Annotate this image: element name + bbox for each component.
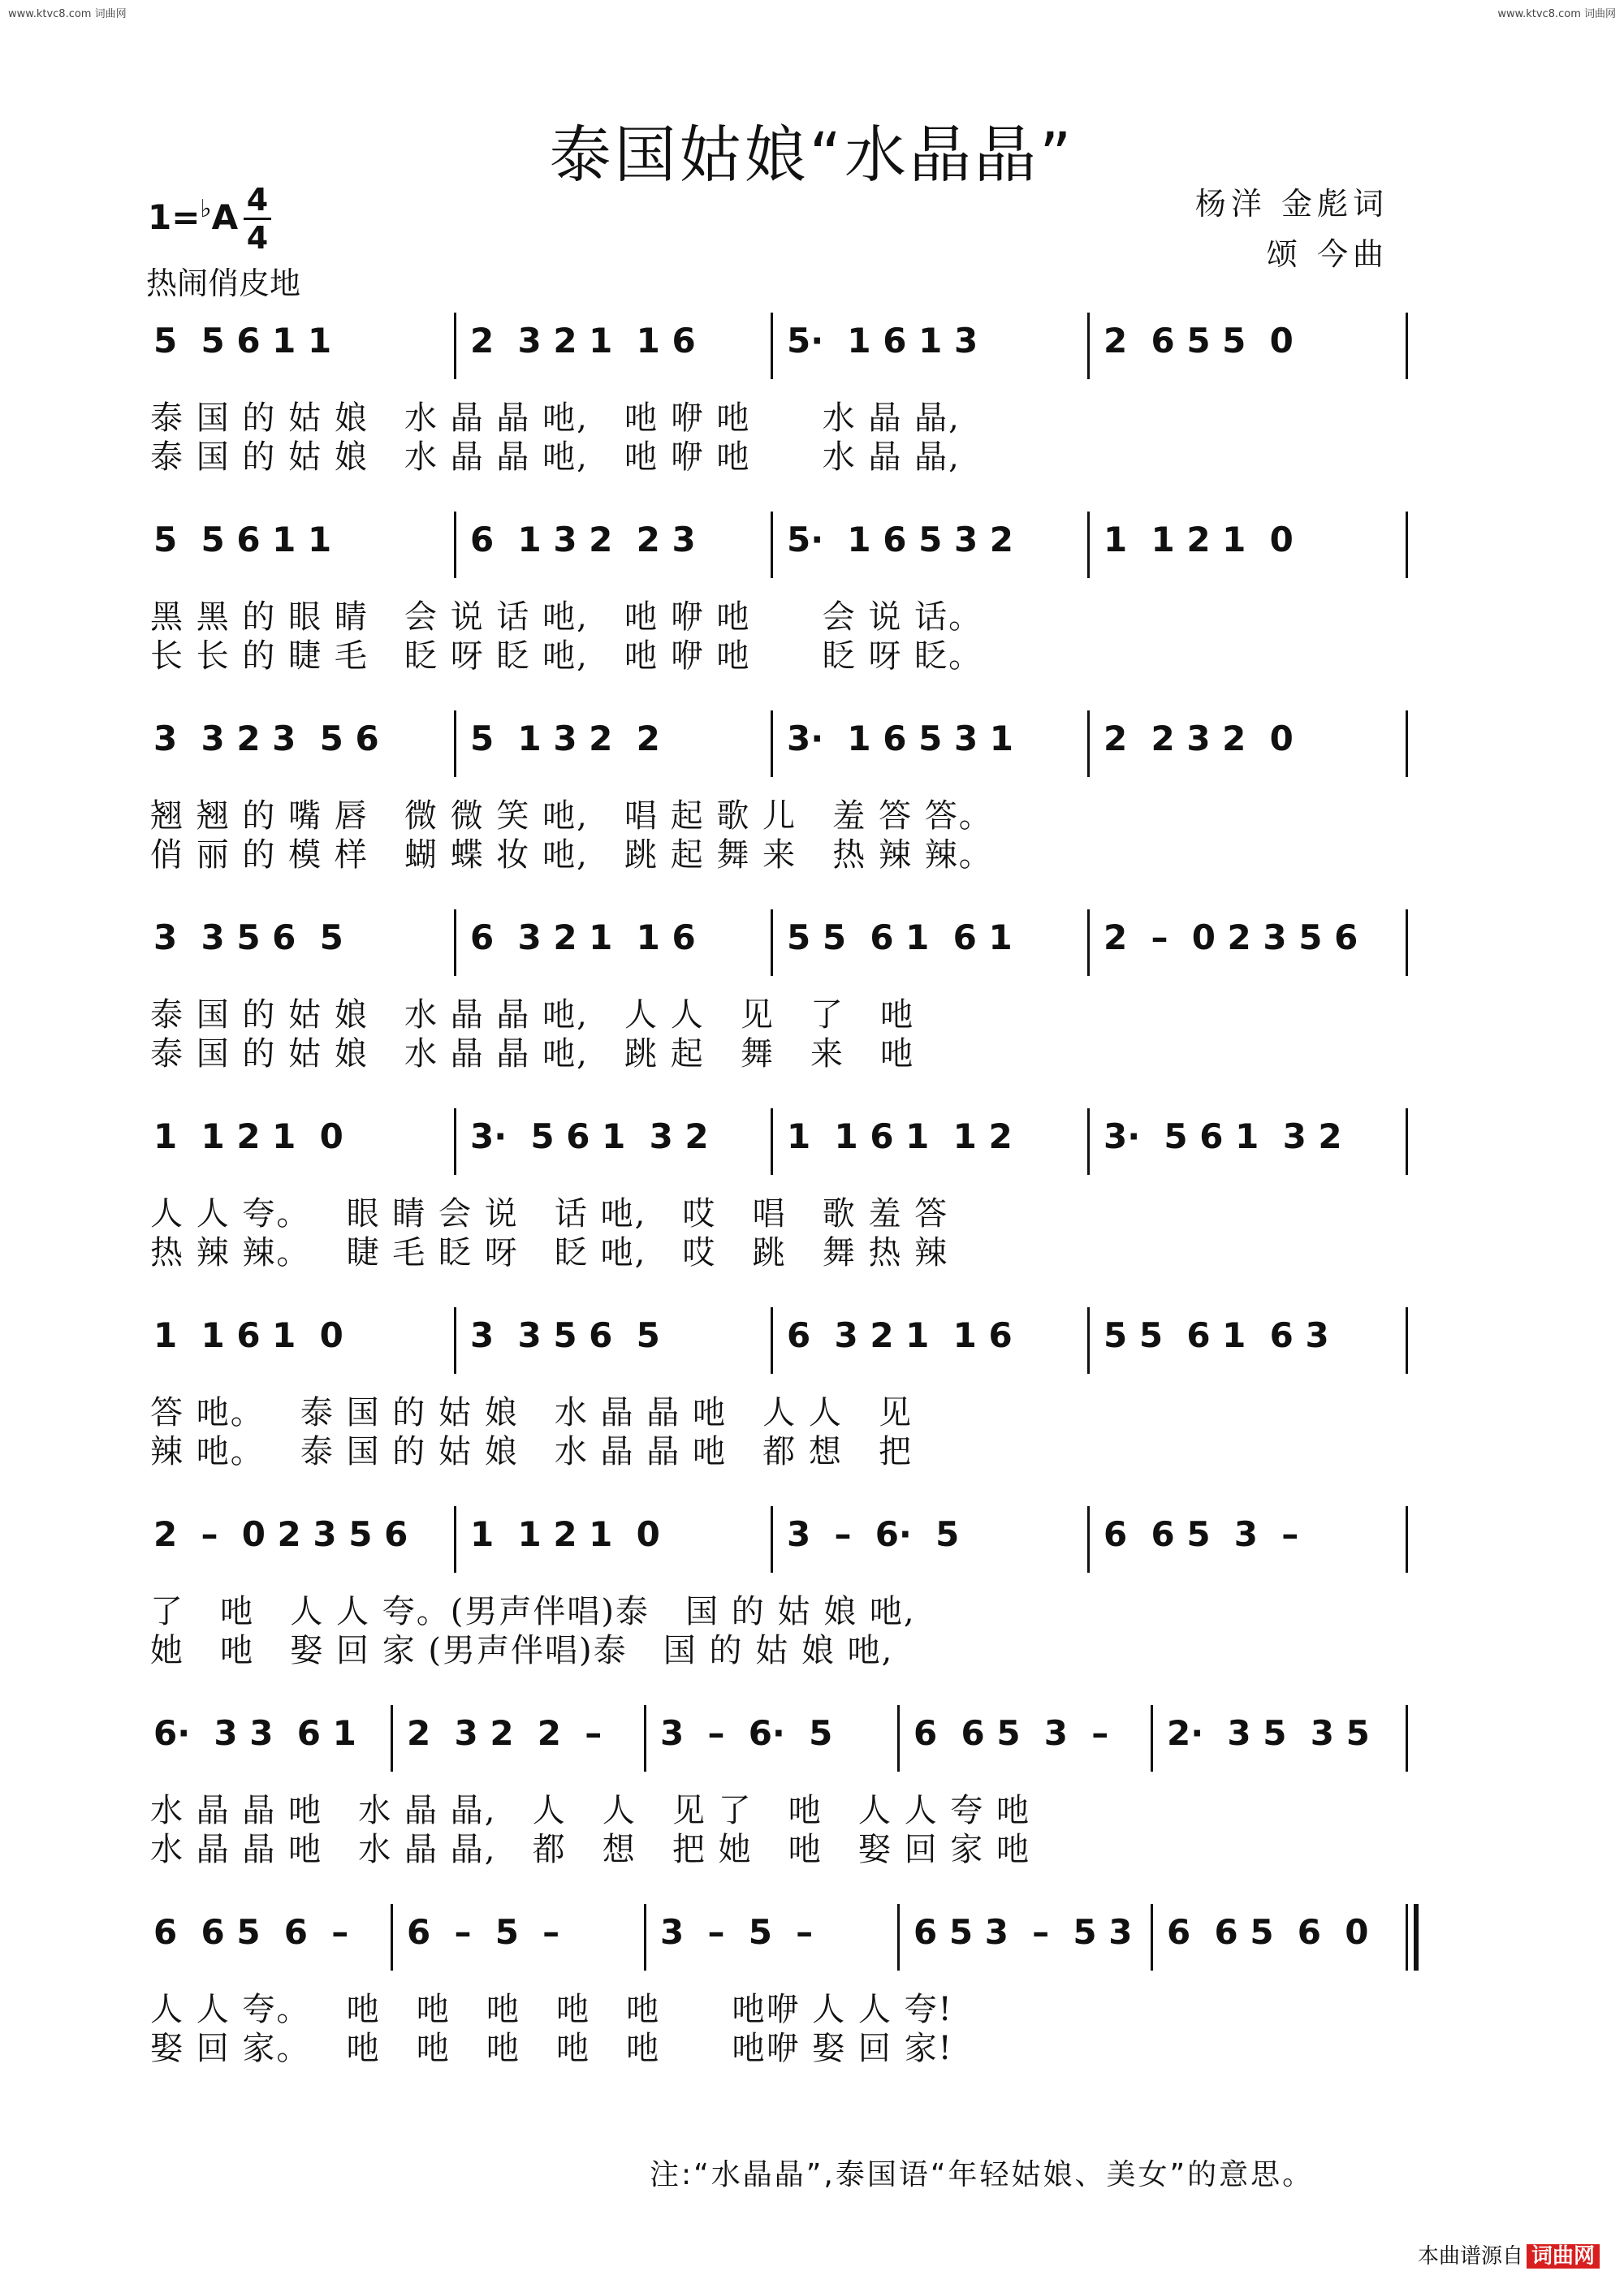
footer-source xyxy=(1418,2239,1600,2269)
measure: 6 6 5 3 – xyxy=(914,1713,1109,1753)
notes-line xyxy=(142,1307,1409,1364)
lyric-text: 水 晶 晶 吔 水 晶 晶, 都 想 把 她 吔 娶 回 家 吔 xyxy=(150,1831,1031,1868)
measure: 3 3 5 6 5 xyxy=(470,1315,660,1355)
score-system xyxy=(142,1705,1409,1868)
notes-line xyxy=(142,1108,1409,1165)
lyric-text: 她 吔 娶 回 家 (男声伴唱)泰 国 的 姑 娘 吔, xyxy=(150,1632,894,1669)
barline xyxy=(391,1904,393,1971)
score-system xyxy=(142,909,1409,1073)
time-signature xyxy=(244,183,271,254)
measure: 3 – 6· 5 xyxy=(660,1713,833,1753)
score-system xyxy=(142,710,1409,874)
barline xyxy=(1406,1108,1408,1175)
measure: 5 5 6 1 6 1 xyxy=(787,917,1013,957)
measure: 3 3 2 3 5 6 xyxy=(153,719,379,758)
score-system xyxy=(142,313,1409,476)
lyric-line xyxy=(142,431,1409,476)
key-signature xyxy=(148,195,238,237)
measure: 3 3 5 6 5 xyxy=(153,917,343,957)
measure: 6 6 5 6 0 xyxy=(1167,1912,1369,1952)
barline xyxy=(771,1108,773,1175)
measure: 1 1 2 1 0 xyxy=(1104,520,1294,559)
barline xyxy=(1087,512,1090,578)
lyric-text: 水 晶 晶 吔 水 晶 晶, 人 人 见 了 吔 人 人 夸 吔 xyxy=(150,1792,1031,1829)
barline xyxy=(771,1506,773,1573)
lyric-line xyxy=(142,392,1409,437)
lyricist-credit: 杨洋 金彪词 xyxy=(1194,186,1389,222)
lyric-text: 娶 回 家。 吔 吔 吔 吔 吔 吔咿 娶 回 家! xyxy=(150,2030,953,2067)
measure: 6 1 3 2 2 3 xyxy=(470,520,696,559)
barline xyxy=(454,710,456,777)
measure: 1 1 6 1 0 xyxy=(153,1315,343,1355)
time-bottom: 4 xyxy=(246,220,269,256)
measure: 3· 5 6 1 3 2 xyxy=(1104,1116,1342,1156)
measure: 5 5 6 1 1 xyxy=(153,520,332,559)
barline xyxy=(1406,1705,1408,1772)
barline xyxy=(454,909,456,976)
notes-line xyxy=(142,710,1409,767)
barline xyxy=(771,909,773,976)
barline xyxy=(1406,710,1408,777)
barline xyxy=(1406,1904,1408,1971)
measure: 2 3 2 2 – xyxy=(407,1713,603,1753)
barline xyxy=(1087,909,1090,976)
measure: 2 – 0 2 3 5 6 xyxy=(1104,917,1358,957)
lyric-text: 热 辣 辣。 睫 毛 眨 呀 眨 吔, 哎 跳 舞 热 辣 xyxy=(150,1234,949,1272)
lyric-text: 泰 国 的 姑 娘 水 晶 晶 吔, 吔 咿 吔 水 晶 晶, xyxy=(150,438,961,476)
barline xyxy=(1151,1904,1153,1971)
measure: 6 6 5 6 – xyxy=(153,1912,349,1952)
lyric-line xyxy=(142,790,1409,835)
notes-line xyxy=(142,909,1409,966)
barline xyxy=(1087,1307,1090,1374)
barline xyxy=(771,512,773,578)
lyric-line xyxy=(142,591,1409,636)
measure: 2 3 2 1 1 6 xyxy=(470,321,696,361)
barline xyxy=(1087,1506,1090,1573)
measure: 3 – 6· 5 xyxy=(787,1514,960,1554)
barline xyxy=(454,313,456,379)
footnote: 注:“水晶晶”,泰国语“年轻姑娘、美女”的意思。 xyxy=(650,2158,1315,2191)
notes-line xyxy=(142,1705,1409,1762)
lyric-line xyxy=(142,1227,1409,1272)
key-prefix: 1= xyxy=(148,197,201,237)
measure: 5 1 3 2 2 xyxy=(470,719,660,758)
measure: 6 5 3 – 5 3 xyxy=(914,1912,1133,1952)
notes-line xyxy=(142,512,1409,568)
lyric-line xyxy=(142,1824,1409,1868)
lyric-line xyxy=(142,2023,1409,2067)
barline xyxy=(644,1705,646,1772)
lyric-text: 翘 翘 的 嘴 唇 微 微 笑 吔, 唱 起 歌 儿 羞 答 答。 xyxy=(150,797,993,835)
measure: 5 5 6 1 6 3 xyxy=(1104,1315,1329,1355)
notes-line xyxy=(142,313,1409,369)
lyric-text: 黑 黑 的 眼 睛 会 说 话 吔, 吔 咿 吔 会 说 话。 xyxy=(150,598,983,636)
measure: 3· 1 6 5 3 1 xyxy=(787,719,1014,758)
score-system xyxy=(142,512,1409,675)
lyric-line xyxy=(142,1188,1409,1233)
barline xyxy=(454,512,456,578)
measure: 3· 5 6 1 3 2 xyxy=(470,1116,709,1156)
lyric-text: 长 长 的 睫 毛 眨 呀 眨 吔, 吔 咿 吔 眨 呀 眨。 xyxy=(150,637,983,675)
barline xyxy=(897,1705,900,1772)
lyric-text: 俏 丽 的 模 样 蝴 蝶 妆 吔, 跳 起 舞 来 热 辣 辣。 xyxy=(150,836,993,874)
time-top: 4 xyxy=(246,182,269,218)
flat-symbol: ♭ xyxy=(200,195,212,223)
lyric-line xyxy=(142,1387,1409,1431)
score-system xyxy=(142,1904,1409,2067)
notes-line xyxy=(142,1506,1409,1563)
measure: 2 2 3 2 0 xyxy=(1104,719,1294,758)
barline xyxy=(1087,710,1090,777)
barline xyxy=(1406,512,1408,578)
lyric-text: 辣 吔。 泰 国 的 姑 娘 水 晶 晶 吔 都 想 把 xyxy=(150,1433,914,1470)
footer-text: 本曲谱源自 xyxy=(1417,2244,1523,2269)
lyric-text: 了 吔 人 人 夸。(男声伴唱)泰 国 的 姑 娘 吔, xyxy=(150,1593,916,1630)
key-note: A xyxy=(211,197,239,237)
lyric-line xyxy=(142,1426,1409,1470)
measure: 3 – 5 – xyxy=(660,1912,814,1952)
barline xyxy=(391,1705,393,1772)
tempo-marking: 热闹俏皮地 xyxy=(146,266,301,301)
barline xyxy=(454,1307,456,1374)
measure: 6 6 5 3 – xyxy=(1104,1514,1299,1554)
measure: 5· 1 6 1 3 xyxy=(787,321,978,361)
barline xyxy=(1406,909,1408,976)
lyric-line xyxy=(142,1984,1409,2028)
barline xyxy=(454,1108,456,1175)
measure: 2· 3 5 3 5 xyxy=(1167,1713,1370,1753)
barline xyxy=(1406,1307,1408,1374)
barline xyxy=(1406,1506,1408,1573)
measure: 6 – 5 – xyxy=(407,1912,560,1952)
barline xyxy=(1087,1108,1090,1175)
lyric-text: 人 人 夸。 吔 吔 吔 吔 吔 吔咿 人 人 夸! xyxy=(150,1991,953,2028)
lyric-text: 人 人 夸。 眼 睛 会 说 话 吔, 哎 唱 歌 羞 答 xyxy=(150,1195,949,1233)
measure: 5· 1 6 5 3 2 xyxy=(787,520,1014,559)
lyric-text: 泰 国 的 姑 娘 水 晶 晶 吔, 吔 咿 吔 水 晶 晶, xyxy=(150,399,961,437)
score-system xyxy=(142,1307,1409,1470)
score-system xyxy=(142,1108,1409,1272)
measure: 2 6 5 5 0 xyxy=(1104,321,1294,361)
measure: 6· 3 3 6 1 xyxy=(153,1713,356,1753)
barline xyxy=(644,1904,646,1971)
lyric-line xyxy=(142,989,1409,1034)
measure: 2 – 0 2 3 5 6 xyxy=(153,1514,408,1554)
lyric-line xyxy=(142,829,1409,874)
barline xyxy=(1406,313,1408,379)
composer-credit: 颂 今曲 xyxy=(1266,236,1389,272)
barline xyxy=(771,313,773,379)
footer-brand: 词曲网 xyxy=(1527,2244,1600,2269)
measure: 1 1 2 1 0 xyxy=(470,1514,660,1554)
measure: 6 3 2 1 1 6 xyxy=(787,1315,1013,1355)
measure: 1 1 2 1 0 xyxy=(153,1116,343,1156)
lyric-text: 答 吔。 泰 国 的 姑 娘 水 晶 晶 吔 人 人 见 xyxy=(150,1394,914,1431)
barline xyxy=(771,710,773,777)
barline xyxy=(1151,1705,1153,1772)
barline xyxy=(897,1904,900,1971)
page-title: 泰国姑娘“水晶晶” xyxy=(549,119,1075,191)
header-left: www.ktvc8.com 词曲网 xyxy=(8,8,127,20)
lyric-text: 泰 国 的 姑 娘 水 晶 晶 吔, 跳 起 舞 来 吔 xyxy=(150,1035,915,1073)
notes-line xyxy=(142,1904,1409,1961)
barline xyxy=(1087,313,1090,379)
barline xyxy=(771,1307,773,1374)
lyric-text: 泰 国 的 姑 娘 水 晶 晶 吔, 人 人 见 了 吔 xyxy=(150,996,915,1034)
barline xyxy=(454,1506,456,1573)
measure: 6 3 2 1 1 6 xyxy=(470,917,696,957)
measure: 5 5 6 1 1 xyxy=(153,321,332,361)
measure: 1 1 6 1 1 2 xyxy=(787,1116,1013,1156)
final-barline xyxy=(1414,1904,1419,1971)
lyric-line xyxy=(142,1785,1409,1829)
lyric-line xyxy=(142,1625,1409,1669)
header-right: www.ktvc8.com 词曲网 xyxy=(1497,8,1616,20)
score-system xyxy=(142,1506,1409,1669)
lyric-line xyxy=(142,1586,1409,1630)
lyric-line xyxy=(142,1028,1409,1073)
lyric-line xyxy=(142,630,1409,675)
